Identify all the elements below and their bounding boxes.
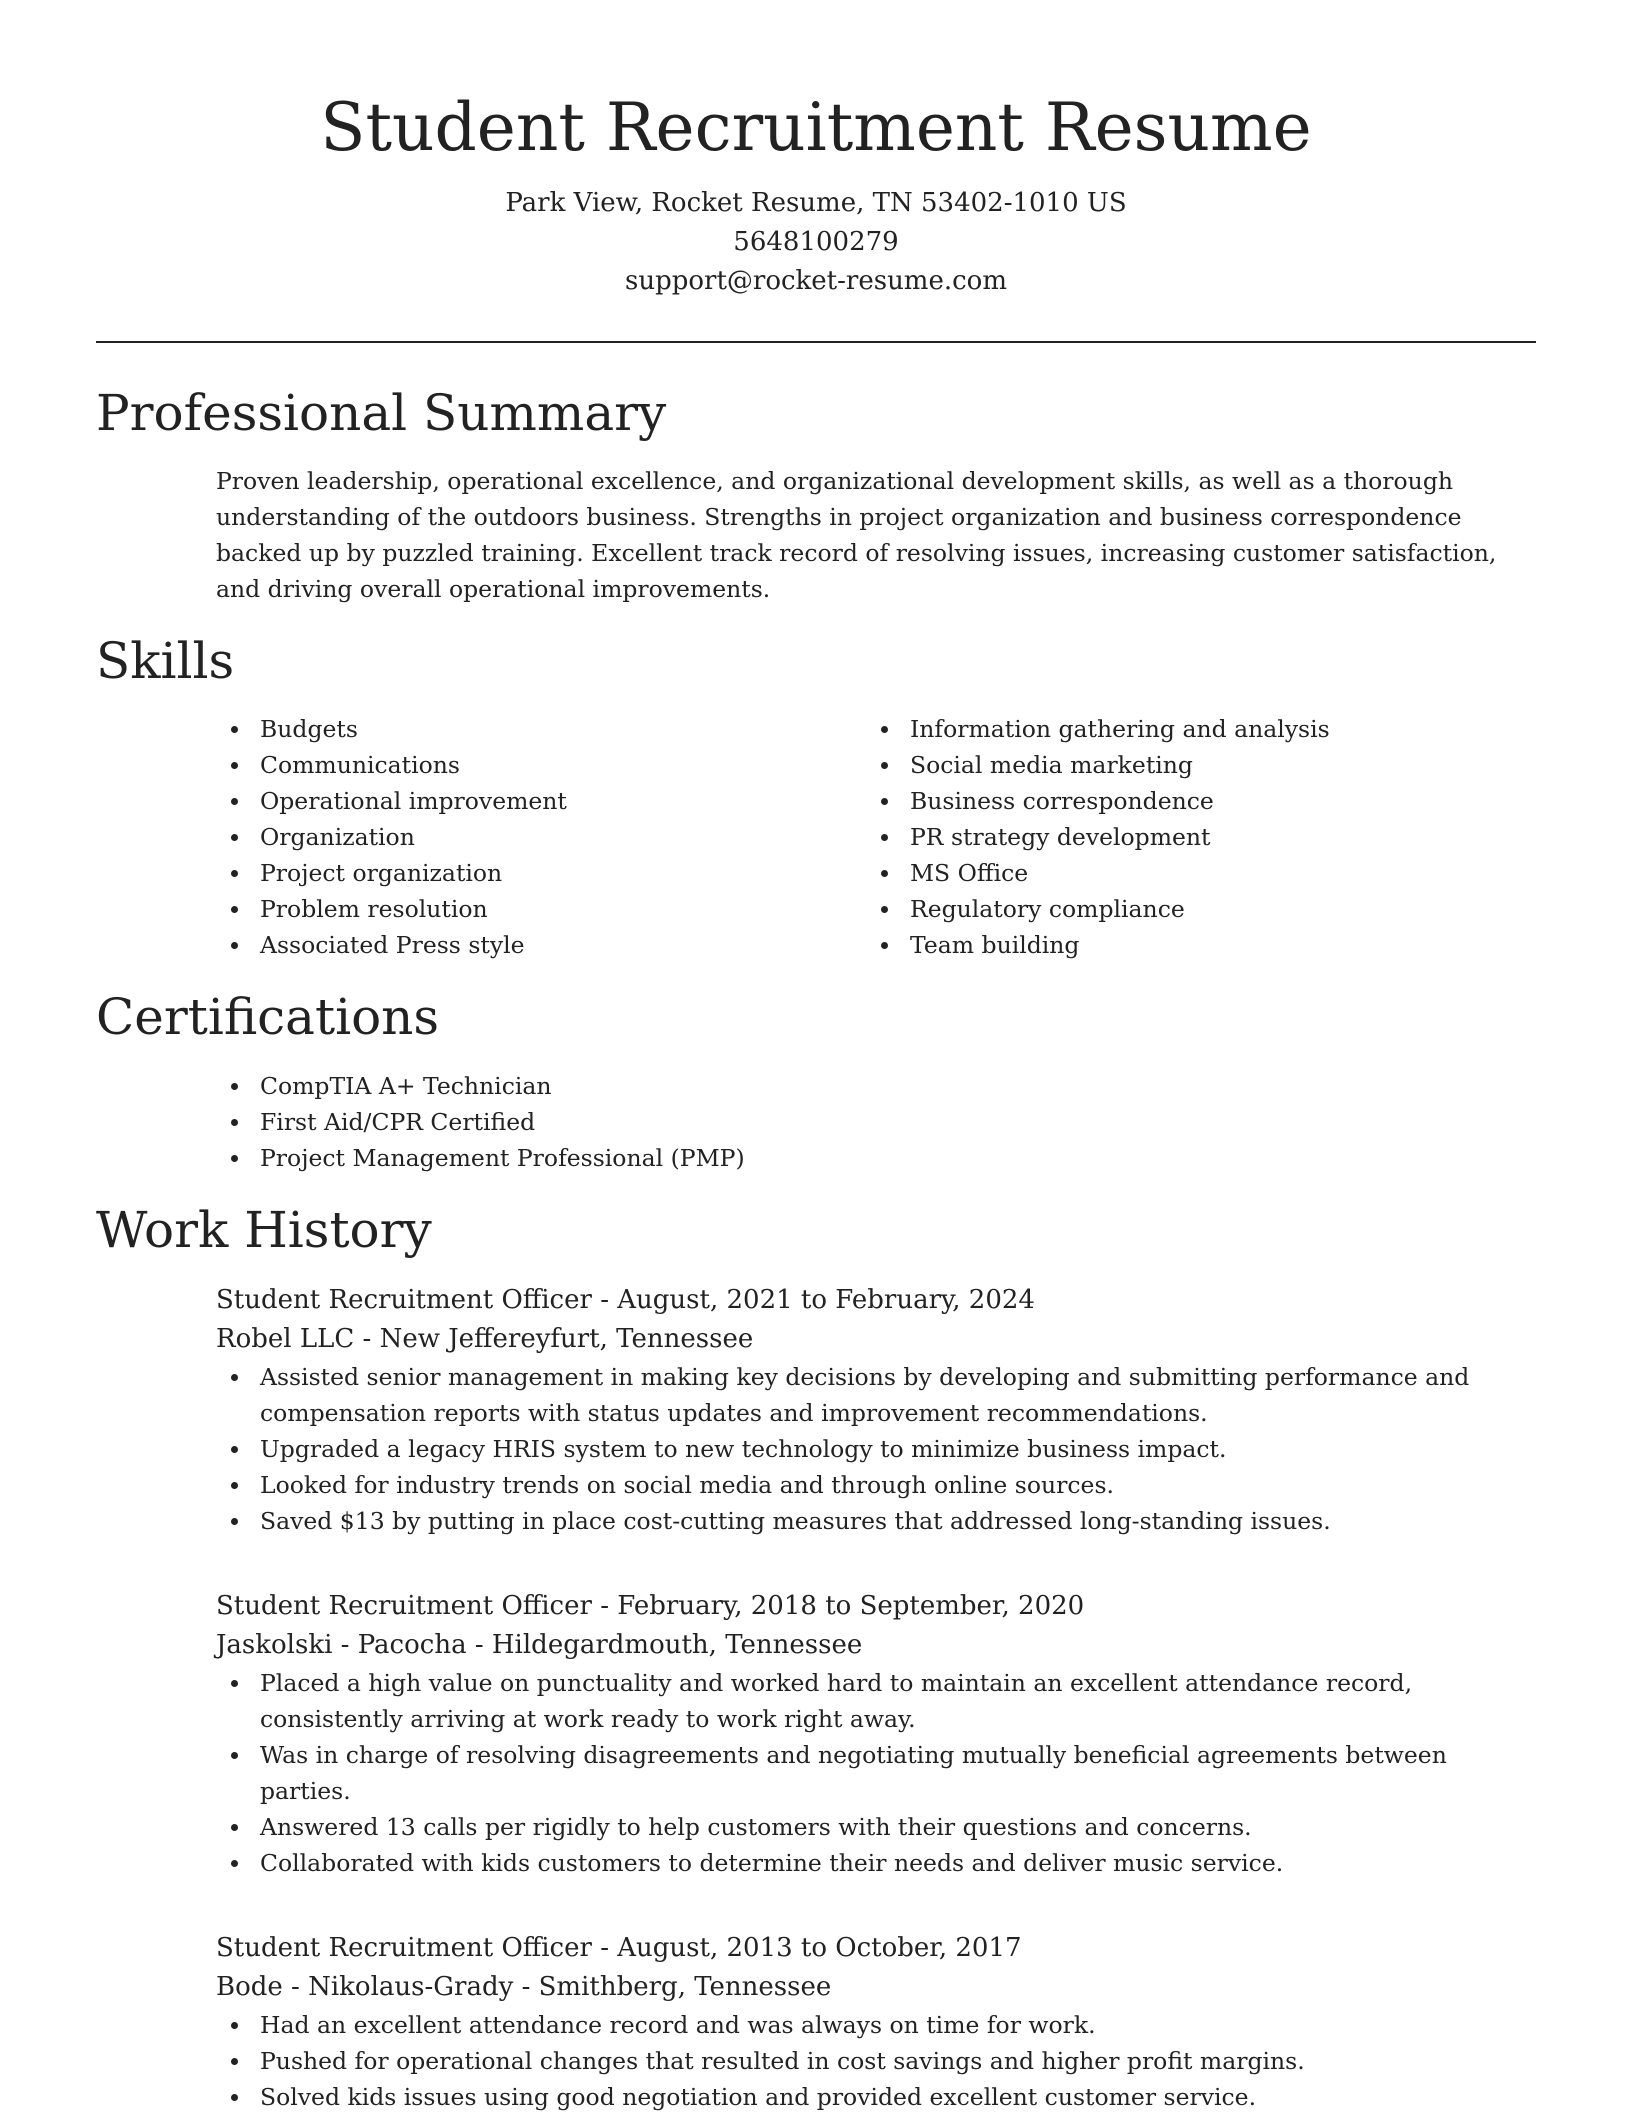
skills-list-left — [216, 711, 866, 963]
header-divider — [96, 341, 1536, 343]
job-title: Student Recruitment Officer - August, 2013 to October, 2017 — [216, 1933, 1022, 1963]
job-title: Student Recruitment Officer - August, 2021 to February, 2024 — [216, 1285, 1035, 1315]
skill-item: Regulatory compliance — [866, 891, 1516, 927]
skill-item: Organization — [216, 819, 866, 855]
skills-column-left — [216, 711, 866, 963]
summary-heading: Professional Summary — [96, 384, 667, 442]
skill-item: Business correspondence — [866, 783, 1516, 819]
skill-item: Social media marketing — [866, 747, 1516, 783]
job-bullet: Placed a high value on punctuality and worked hard to maintain an excellent attendance record, consistently arriving at work ready to work right away. — [216, 1665, 1536, 1737]
resume-header — [96, 82, 1536, 301]
job-entry — [216, 1281, 1536, 1539]
contact-phone: 5648100279 — [733, 227, 899, 257]
skill-item: MS Office — [866, 855, 1516, 891]
skill-item: Budgets — [216, 711, 866, 747]
job-bullets — [216, 2007, 1536, 2112]
job-company: Bode - Nikolaus-Grady - Smithberg, Tennessee — [216, 1972, 832, 2002]
skill-item: Problem resolution — [216, 891, 866, 927]
job-bullet: Answered 13 calls per rigidly to help customers with their questions and concerns. — [216, 1809, 1536, 1845]
job-title: Student Recruitment Officer - February, 2018 to September, 2020 — [216, 1591, 1085, 1621]
certification-item: CompTIA A+ Technician — [216, 1068, 1536, 1104]
job-bullet: Upgraded a legacy HRIS system to new technology to minimize business impact. — [216, 1431, 1536, 1467]
skills-column-right — [866, 711, 1516, 963]
job-company: Jaskolski - Pacocha - Hildegardmouth, Tennessee — [216, 1630, 863, 1660]
skill-item: Project organization — [216, 855, 866, 891]
skill-item: Information gathering and analysis — [866, 711, 1516, 747]
skills-heading: Skills — [96, 632, 235, 690]
certification-item: Project Management Professional (PMP) — [216, 1140, 1536, 1176]
skill-item: Operational improvement — [216, 783, 866, 819]
job-bullet: Had an excellent attendance record and was always on time for work. — [216, 2007, 1536, 2043]
resume-name: Student Recruitment Resume — [320, 89, 1312, 166]
job-bullet: Looked for industry trends on social media and through online sources. — [216, 1467, 1536, 1503]
certification-item: First Aid/CPR Certified — [216, 1104, 1536, 1140]
certifications-list — [216, 1068, 1536, 1176]
skill-item: Team building — [866, 927, 1516, 963]
certifications-heading: Certifications — [96, 988, 440, 1046]
contact-email: support@rocket-resume.com — [624, 266, 1007, 296]
skill-item: Associated Press style — [216, 927, 866, 963]
job-bullet: Solved kids issues using good negotiation and provided excellent customer service. — [216, 2079, 1536, 2112]
skill-item: Communications — [216, 747, 866, 783]
contact-address: Park View, Rocket Resume, TN 53402-1010 US — [505, 188, 1127, 218]
summary-text: Proven leadership, operational excellence, and organizational development skills, as well as a thorough understanding of the outdoors business. Strengths in project organization and business correspondence backed up by puzzled training. Excellent track record of resolving issues, increasing customer satisfaction, and driving overall operational improvements. — [216, 467, 1497, 603]
job-bullet: Collaborated with kids customers to determine their needs and deliver music service. — [216, 1845, 1536, 1881]
job-entry — [216, 1587, 1536, 1881]
job-bullet: Saved $13 by putting in place cost-cutting measures that addressed long-standing issues. — [216, 1503, 1536, 1539]
skill-item: PR strategy development — [866, 819, 1516, 855]
job-bullet: Was in charge of resolving disagreements and negotiating mutually beneficial agreements between parties. — [216, 1737, 1536, 1809]
contact-info — [96, 184, 1536, 301]
job-entry — [216, 1929, 1536, 2112]
job-bullets — [216, 1359, 1536, 1539]
certifications-block — [216, 1068, 1536, 1176]
job-company: Robel LLC - New Jeffereyfurt, Tennessee — [216, 1324, 754, 1354]
job-bullets — [216, 1665, 1536, 1881]
job-bullet: Assisted senior management in making key decisions by developing and submitting performance and compensation reports with status updates and improvement recommendations. — [216, 1359, 1536, 1431]
skills-list-right — [866, 711, 1516, 963]
job-bullet: Pushed for operational changes that resulted in cost savings and higher profit margins. — [216, 2043, 1536, 2079]
work-history-heading: Work History — [96, 1201, 432, 1259]
